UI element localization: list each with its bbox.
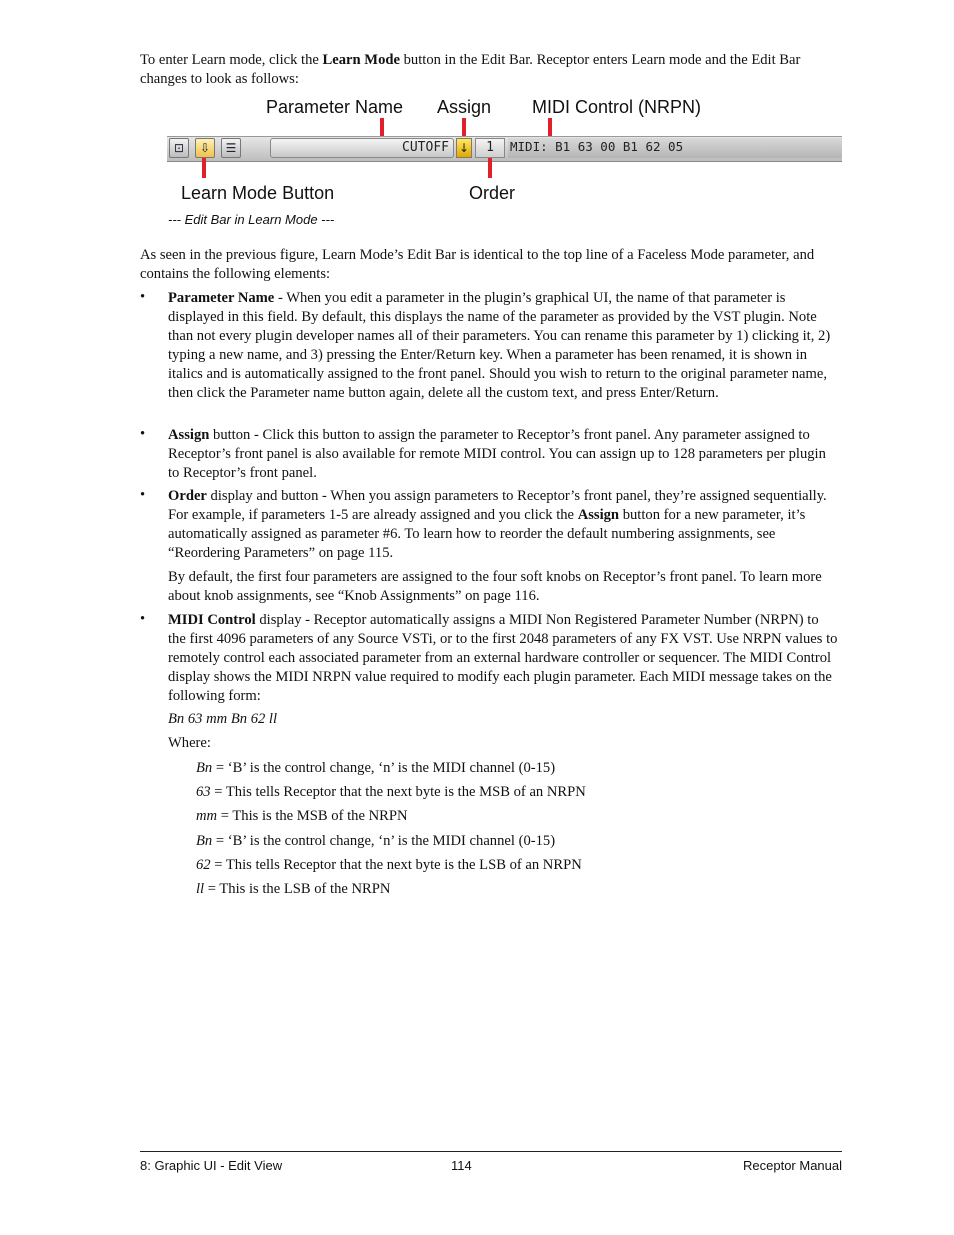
parameter-name-value: CUTOFF xyxy=(402,140,449,155)
footer-page-number: 114 xyxy=(451,1158,472,1173)
intro-paragraph xyxy=(140,51,840,89)
footer-manual-title: Receptor Manual xyxy=(743,1158,842,1173)
bullet-term: Order xyxy=(168,488,207,504)
bullet-marker: • xyxy=(140,289,146,305)
definition-item xyxy=(196,832,555,851)
down-arrow-icon: ↓ xyxy=(458,141,470,155)
bullet-midi-control xyxy=(168,611,840,706)
label-midi-control: MIDI Control (NRPN) xyxy=(532,97,702,117)
bullet-text: display - Receptor automatically assigns a MIDI Non Registered Parameter Number (NRPN) to the first 4096 parameters of any Source VSTi, or to the first 2048 parameters of any FX VST. Use NRPN values to remotely control each associated parameter from an external hardware controller or sequencer. The MIDI Control display shows the MIDI NRPN value required to modify each plugin parameter. Each MIDI message takes on the following form: xyxy=(168,612,838,704)
elements-intro-paragraph: As seen in the previous figure, Learn Mode’s Edit Bar is identical to the top line of a Faceless Mode parameter, and contains the following elements: xyxy=(140,247,815,282)
figure-caption: --- Edit Bar in Learn Mode --- xyxy=(168,212,335,227)
where-label: Where: xyxy=(168,735,211,751)
intro-text-post: button in the Edit Bar. Receptor enters Learn mode and the Edit Bar changes to look as follows: xyxy=(140,52,801,87)
sliders-icon: ☰ xyxy=(225,141,237,155)
faceless-mode-button[interactable] xyxy=(169,138,189,158)
bullet-inline-bold: Assign xyxy=(577,507,620,523)
bullet-text: button - Click this button to assign the parameter to Receptor’s front panel. Any parameter assigned to Receptor’s front panel is also available for remote MIDI control. You can assign up to 128 parameters per plugin to Receptor’s front panel. xyxy=(168,427,826,481)
learn-mode-button[interactable] xyxy=(195,138,215,158)
bullet-order xyxy=(168,487,840,563)
bullet-assign xyxy=(168,426,840,483)
bullet-order-extra: By default, the first four parameters are assigned to the four soft knobs on Receptor’s front panel. To learn more about knob assignments, see “Knob Assignments” on page 116. xyxy=(168,569,822,604)
definition-term: mm xyxy=(196,808,218,824)
midi-control-display xyxy=(508,138,842,158)
midi-message-form xyxy=(168,710,840,729)
intro-text-pre: To enter Learn mode, click the xyxy=(140,52,323,68)
definition-term: Bn xyxy=(196,833,213,849)
definition-text: = This is the LSB of the NRPN xyxy=(204,881,391,897)
edit-mode-button[interactable] xyxy=(221,138,241,158)
bullet-parameter-name xyxy=(168,289,840,403)
bullet-marker: • xyxy=(140,611,146,627)
midi-form-text: Bn 63 mm Bn 62 ll xyxy=(168,711,278,727)
label-learn-mode-button: Learn Mode Button xyxy=(181,183,335,203)
definition-text: = This tells Receptor that the next byte is the MSB of an NRPN xyxy=(210,784,586,800)
definition-item xyxy=(196,880,390,899)
label-parameter-name: Parameter Name xyxy=(266,97,404,117)
definition-item xyxy=(196,783,586,802)
marker-order xyxy=(488,158,492,178)
plug-icon: ⊡ xyxy=(173,141,185,155)
bullet-term: Parameter Name xyxy=(168,290,275,306)
order-value: 1 xyxy=(486,140,494,155)
bullet-text: button for a new parameter, it’s automatically assigned as parameter #6. To learn how to reorder the default numbering assignments, see “Reordering Parameters” on page 115. xyxy=(168,507,806,561)
definition-item xyxy=(196,856,582,875)
footer-chapter: 8: Graphic UI - Edit View xyxy=(140,1158,283,1173)
bullet-text: display and button - When you assign parameters to Receptor’s front panel, they’re assigned sequentially. For example, if parameters 1-5 are already assigned and you click the xyxy=(168,488,827,523)
definition-item xyxy=(196,807,408,826)
definition-term: 63 xyxy=(196,784,211,800)
bullet-text: - When you edit a parameter in the plugin’s graphical UI, the name of that parameter is displayed in this field. By default, this displays the name of the parameter as provided by the VST plugin. Note than not every plugin developer names all of their parameters. You can rename this parameter by 1) clicking it, 2) typing a new name, and 3) pressing the Enter/Return key. When a parameter has been renamed, it is shown in italics and is automatically assigned to the front panel. Should you wish to return to the original parameter name, then click the Parameter name button again, delete all the custom text, and press Enter/Return. xyxy=(168,290,831,401)
definition-text: = ‘B’ is the control change, ‘n’ is the MIDI channel (0-15) xyxy=(212,760,556,776)
definition-term: 62 xyxy=(196,857,211,873)
assign-button[interactable] xyxy=(456,138,472,158)
label-order: Order xyxy=(469,183,516,203)
bullet-marker: • xyxy=(140,487,146,503)
definition-text: = ‘B’ is the control change, ‘n’ is the MIDI channel (0-15) xyxy=(212,833,556,849)
parameter-name-field[interactable] xyxy=(270,138,454,158)
learn-arrow-icon: ⇩ xyxy=(199,141,211,155)
intro-bold-learn-mode: Learn Mode xyxy=(322,52,400,68)
marker-learn-mode-button xyxy=(202,158,206,178)
definition-item xyxy=(196,759,555,778)
definition-term: ll xyxy=(196,881,205,897)
label-assign: Assign xyxy=(437,97,492,117)
definition-term: Bn xyxy=(196,760,213,776)
definition-text: = This is the MSB of the NRPN xyxy=(217,808,408,824)
order-display[interactable] xyxy=(475,138,505,158)
definition-text: = This tells Receptor that the next byte is the LSB of an NRPN xyxy=(210,857,582,873)
bullet-term: Assign xyxy=(168,427,210,443)
bullet-term: MIDI Control xyxy=(168,612,256,628)
midi-value: MIDI: B1 63 00 B1 62 05 xyxy=(510,139,684,154)
bullet-marker: • xyxy=(140,426,146,442)
footer-divider xyxy=(140,1151,842,1152)
